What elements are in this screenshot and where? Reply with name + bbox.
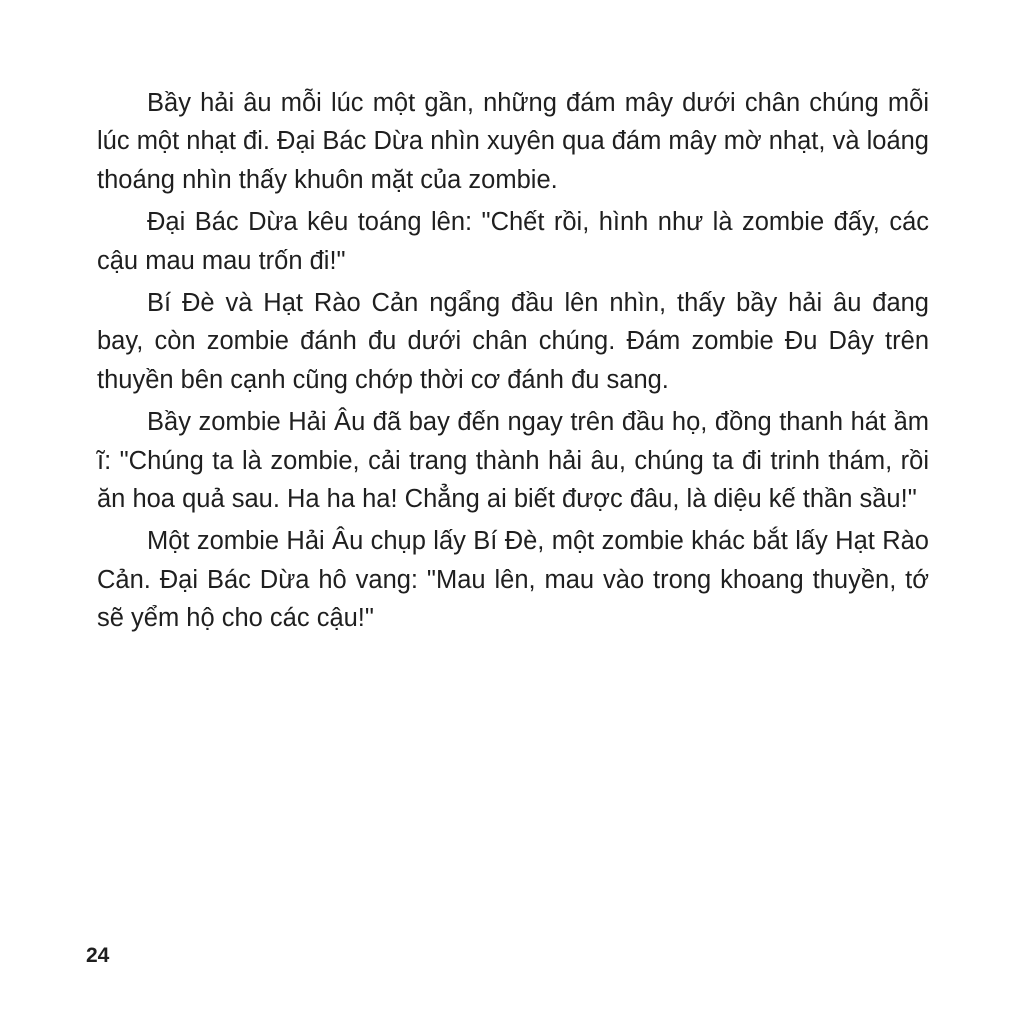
paragraph-2: Đại Bác Dừa kêu toáng lên: "Chết rồi, hình như là zombie đấy, các cậu mau mau trốn đi!" <box>97 208 929 275</box>
paragraph-3: Bí Đè và Hạt Rào Cản ngẩng đầu lên nhìn, thấy bầy hải âu đang bay, còn zombie đánh đu dưới chân chúng. Đám zombie Đu Dây trên thuyền bên cạnh cũng chớp thời cơ đánh đu sang. <box>97 289 929 394</box>
story-text <box>97 84 929 642</box>
page-number: 24 <box>86 944 110 967</box>
paragraph-5: Một zombie Hải Âu chụp lấy Bí Đè, một zombie khác bắt lấy Hạt Rào Cản. Đại Bác Dừa hô vang: "Mau lên, mau vào trong khoang thuyền, tớ sẽ yểm hộ cho các cậu!" <box>97 527 929 633</box>
paragraph-4: Bầy zombie Hải Âu đã bay đến ngay trên đầu họ, đồng thanh hát ầm ĩ: "Chúng ta là zombie, cải trang thành hải âu, chúng ta đi trinh thám, rồi ăn hoa quả sau. Ha ha ha! Chẳng ai biết được đâu, là diệu kế thần sầu!" <box>97 408 929 514</box>
paragraph-1: Bầy hải âu mỗi lúc một gần, những đám mây dưới chân chúng mỗi lúc một nhạt đi. Đại Bác Dừa nhìn xuyên qua đám mây mờ nhạt, và loáng thoáng nhìn thấy khuôn mặt của zombie. <box>97 89 929 194</box>
